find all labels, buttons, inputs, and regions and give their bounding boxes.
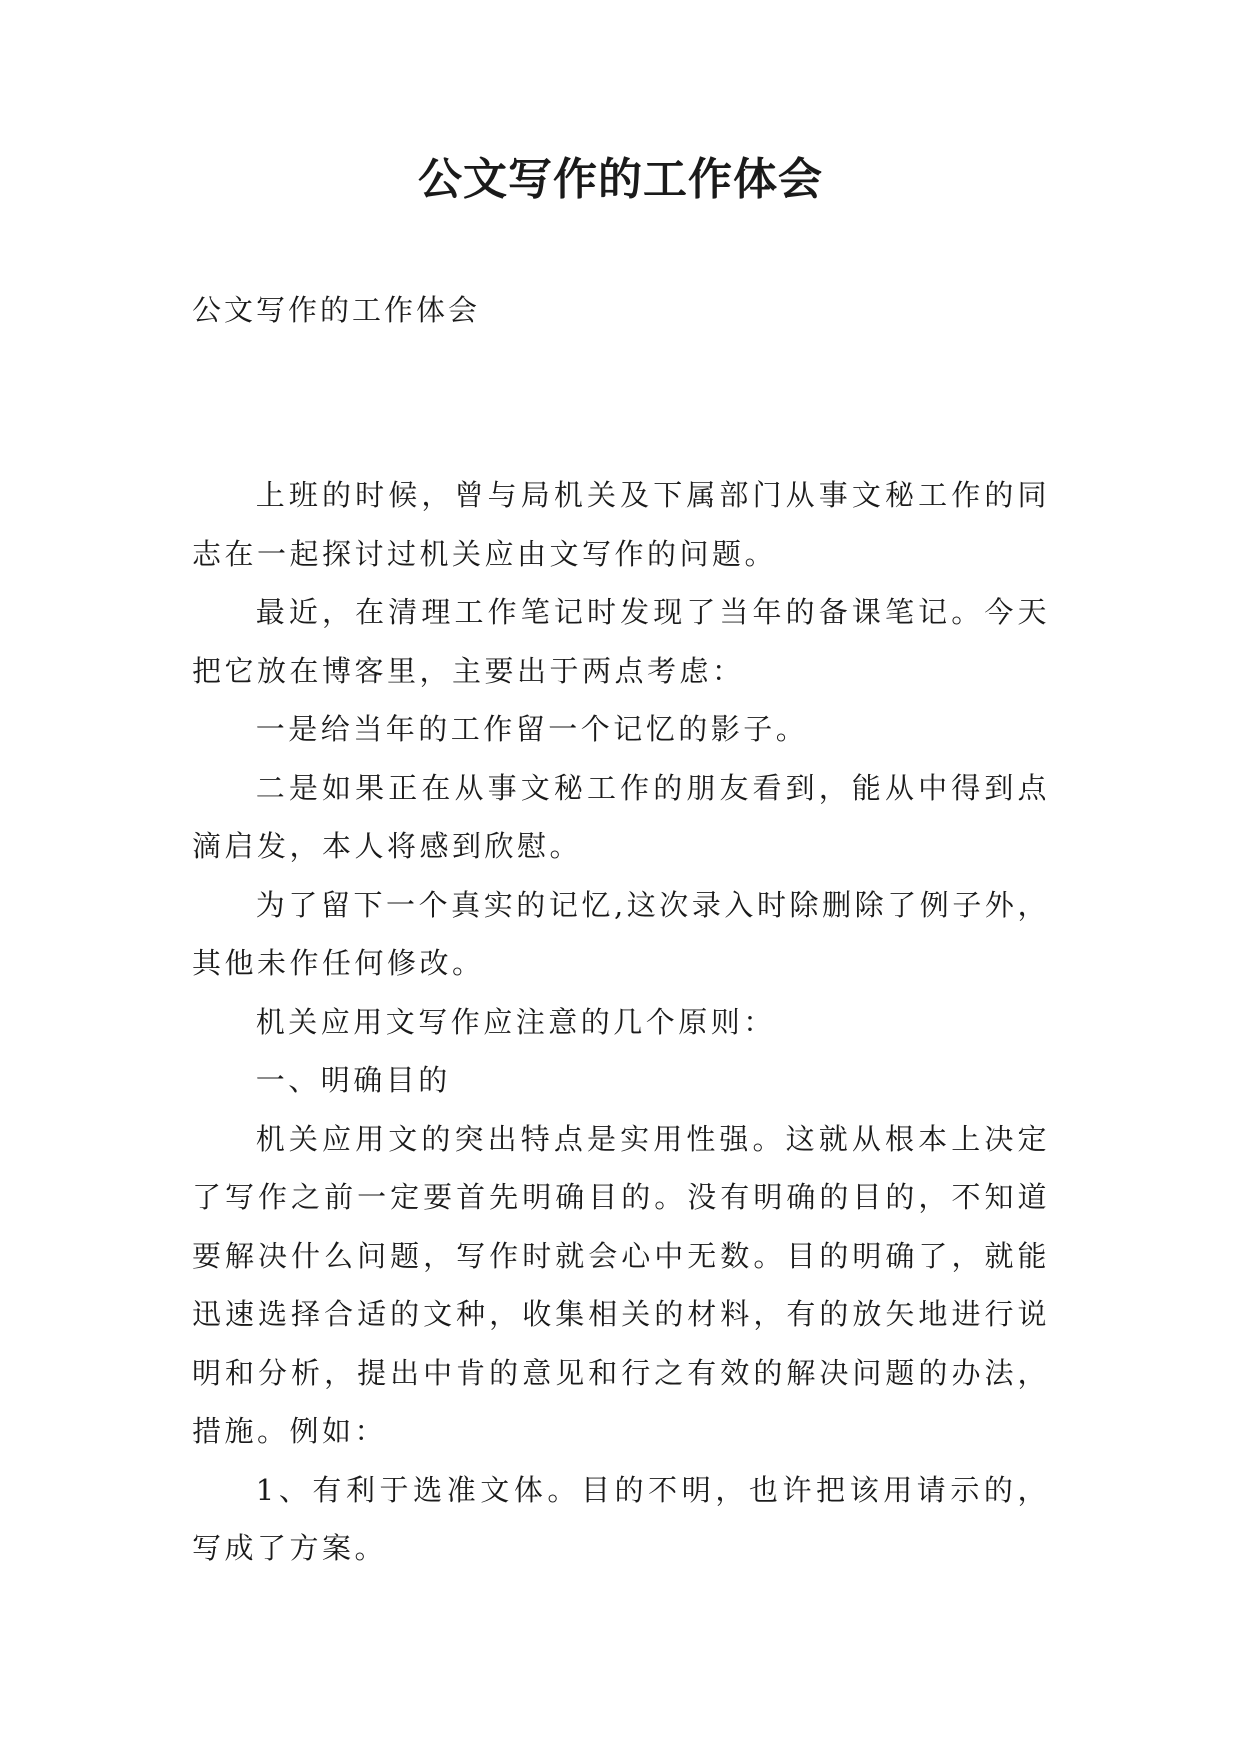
document-title: 公文写作的工作体会 <box>418 154 823 205</box>
document-body <box>192 466 1050 1578</box>
paragraph: 最近，在清理工作笔记时发现了当年的备课笔记。今天把它放在博客里，主要出于两点考虑： <box>192 595 1050 688</box>
paragraph: 上班的时候，曾与局机关及下属部门从事文秘工作的同志在一起探讨过机关应由文写作的问题。 <box>192 478 1050 571</box>
section-heading: 一、明确目的 <box>255 1063 451 1097</box>
paragraph: 为了留下一个真实的记忆,这次录入时除删除了例子外，其他未作任何修改。 <box>192 887 1050 980</box>
paragraph: 机关应用文的突出特点是实用性强。这就从根本上决定了写作之前一定要首先明确目的。没有明确的目的，不知道要解决什么问题，写作时就会心中无数。目的明确了，就能迅速选择合适的文种，收集相关的材料，有的放矢地进行说明和分析，提出中肯的意见和行之有效的解决问题的办法，措施。例如： <box>192 1121 1050 1448</box>
paragraph: 机关应用文写作应注意的几个原则： <box>255 1004 776 1039</box>
paragraph: 一是给当年的工作留一个记忆的影子。 <box>255 712 809 746</box>
paragraph: 二是如果正在从事文秘工作的朋友看到，能从中得到点滴启发，本人将感到欣慰。 <box>192 770 1050 863</box>
list-item: 1、有利于选准文体。目的不明，也许把该用请示的，写成了方案。 <box>192 1472 1050 1565</box>
document-subtitle: 公文写作的工作体会 <box>192 293 481 327</box>
